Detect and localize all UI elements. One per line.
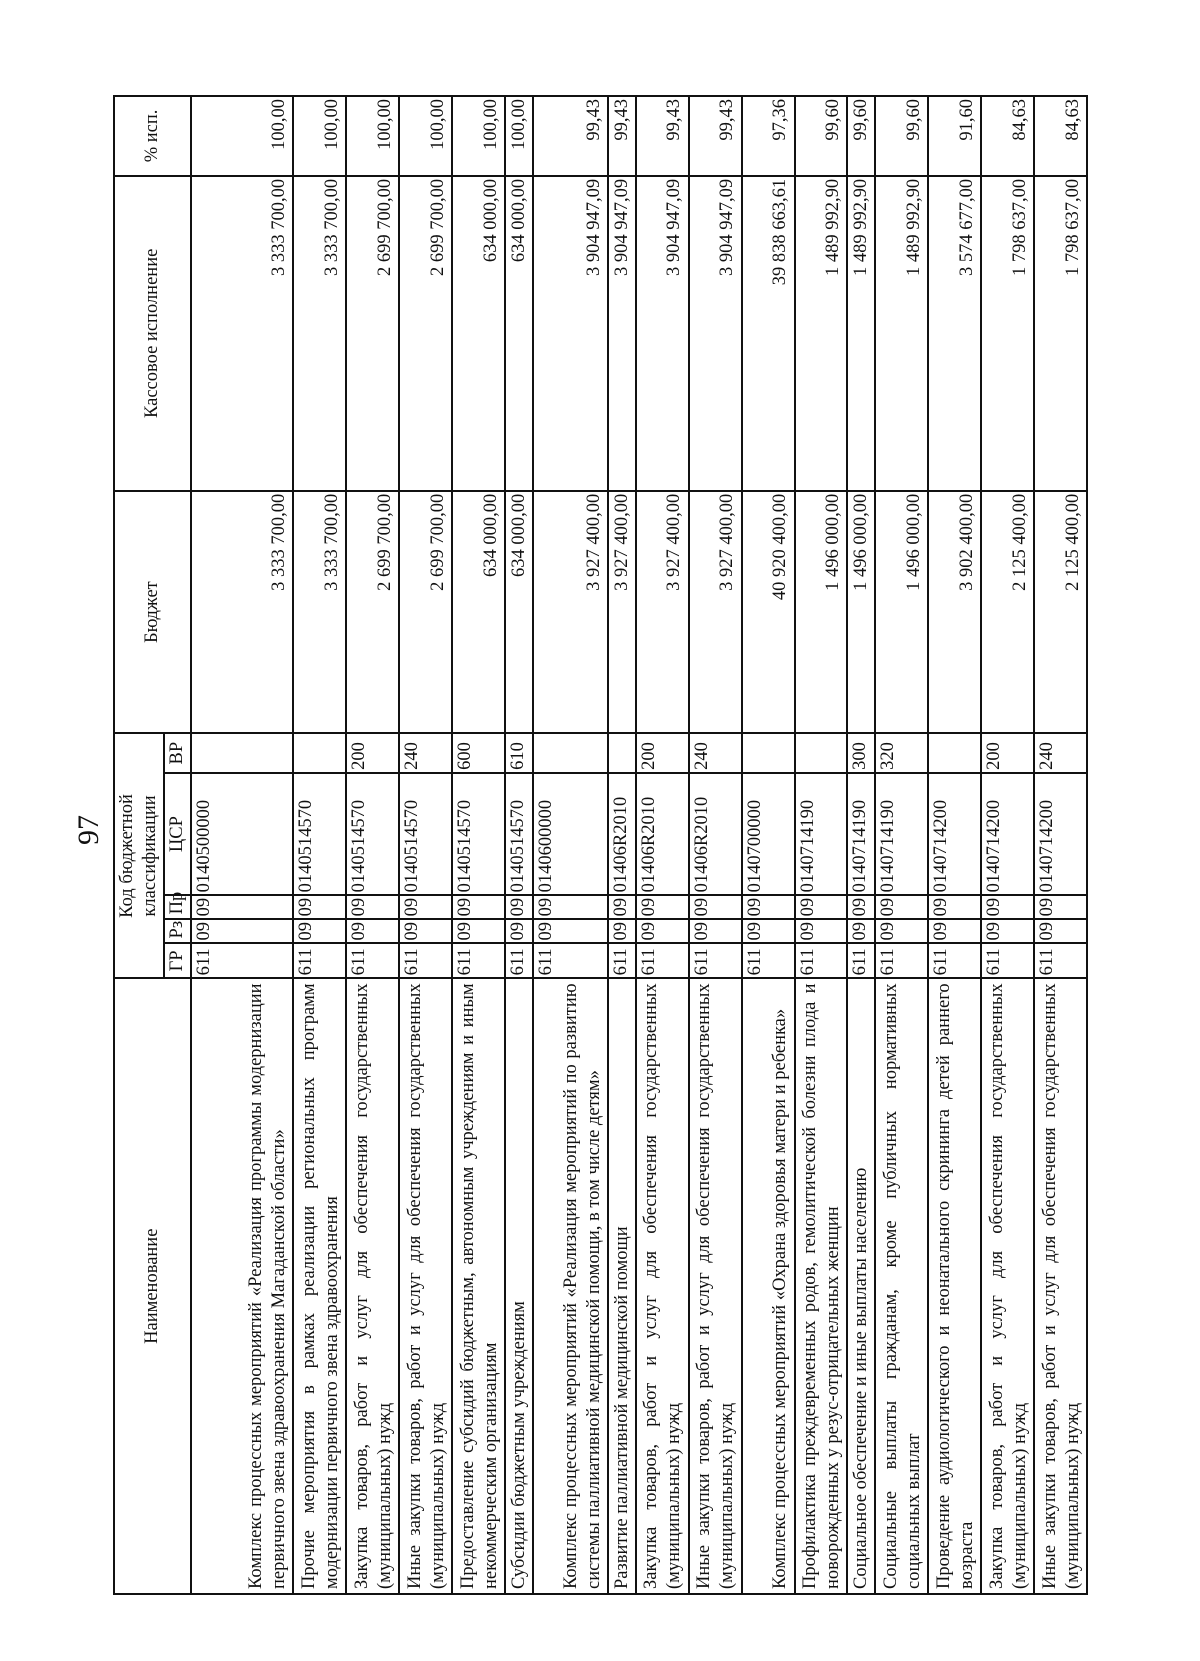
- row-pr: 09: [346, 895, 399, 919]
- row-rz: 09: [875, 919, 928, 943]
- row-rz: 09: [795, 919, 848, 943]
- row-pr: 09: [689, 895, 742, 919]
- row-pct: 97,36: [742, 96, 795, 176]
- rotated-table-container: [113, 95, 1088, 1595]
- table-row: [636, 96, 689, 1594]
- row-pr: 09: [1034, 895, 1087, 919]
- header-budget: Бюджет: [114, 491, 191, 734]
- row-name: Иные закупки товаров, работ и услуг для обеспечения государственных (муниципальных) нужд: [399, 978, 452, 1594]
- row-pct: 100,00: [452, 96, 505, 176]
- table-row: [608, 96, 636, 1594]
- row-pct: 99,43: [689, 96, 742, 176]
- table-row: [875, 96, 928, 1594]
- row-name: Предоставление субсидий бюджетным, автономным учреждениям и иным некоммерческим организациям: [452, 978, 505, 1594]
- row-csr: 0140714190: [795, 773, 848, 895]
- row-budget: 3 333 700,00: [293, 491, 346, 734]
- row-pct: 91,60: [928, 96, 981, 176]
- budget-table: [113, 95, 1088, 1595]
- row-name: Профилактика преждевременных родов, гемолитической болезни плода и новорожденных у резус-отрицательных женщин: [795, 978, 848, 1594]
- row-budget: 3 927 400,00: [636, 491, 689, 734]
- row-name: Развитие паллиативной медицинской помощи: [608, 978, 636, 1594]
- row-vr: 200: [981, 733, 1034, 772]
- row-budget: 1 496 000,00: [795, 491, 848, 734]
- row-name: Социальное обеспечение и иные выплаты населению: [847, 978, 875, 1594]
- row-pct: 84,63: [1034, 96, 1087, 176]
- row-pr: 09: [847, 895, 875, 919]
- row-cash: 3 333 700,00: [293, 176, 346, 491]
- row-csr: 0140714190: [875, 773, 928, 895]
- row-vr: 320: [875, 733, 928, 772]
- row-budget: 2 699 700,00: [399, 491, 452, 734]
- row-cash: 1 798 637,00: [981, 176, 1034, 491]
- row-csr: 01406R2010: [636, 773, 689, 895]
- row-cash: 2 699 700,00: [399, 176, 452, 491]
- row-vr: 200: [636, 733, 689, 772]
- row-rz: 09: [1034, 919, 1087, 943]
- row-vr: 240: [399, 733, 452, 772]
- row-pct: 100,00: [505, 96, 533, 176]
- row-budget: 634 000,00: [452, 491, 505, 734]
- row-name: Закупка товаров, работ и услуг для обеспечения государственных (муниципальных) нужд: [346, 978, 399, 1594]
- row-cash: 1 798 637,00: [1034, 176, 1087, 491]
- header-pr: Пр: [164, 895, 191, 919]
- row-rz: 09: [981, 919, 1034, 943]
- row-gr: 611: [875, 943, 928, 978]
- row-pr: 09: [981, 895, 1034, 919]
- row-pr: 09: [293, 895, 346, 919]
- row-cash: 3 904 947,09: [533, 176, 608, 491]
- row-pct: 99,60: [795, 96, 848, 176]
- table-row: [452, 96, 505, 1594]
- row-csr: 0140714200: [981, 773, 1034, 895]
- row-vr: 240: [689, 733, 742, 772]
- table-row: [505, 96, 533, 1594]
- row-budget: 1 496 000,00: [875, 491, 928, 734]
- row-csr: 0140600000: [533, 773, 608, 895]
- row-pct: 100,00: [346, 96, 399, 176]
- row-gr: 611: [981, 943, 1034, 978]
- table-row: [533, 96, 608, 1594]
- row-vr: [795, 733, 848, 772]
- row-vr: [293, 733, 346, 772]
- header-gr: ГР: [164, 943, 191, 978]
- row-budget: 2 699 700,00: [346, 491, 399, 734]
- row-vr: [533, 733, 608, 772]
- row-gr: 611: [346, 943, 399, 978]
- header-csr: ЦСР: [164, 773, 191, 895]
- row-vr: 300: [847, 733, 875, 772]
- row-cash: 3 904 947,09: [689, 176, 742, 491]
- row-csr: 0140714200: [1034, 773, 1087, 895]
- row-cash: 39 838 663,61: [742, 176, 795, 491]
- row-pct: 99,60: [875, 96, 928, 176]
- row-csr: 0140714190: [847, 773, 875, 895]
- row-pr: 09: [533, 895, 608, 919]
- header-code-group: Код бюджетной классификации: [114, 733, 164, 978]
- row-rz: 09: [346, 919, 399, 943]
- table-body: [191, 96, 1087, 1594]
- row-name: Закупка товаров, работ и услуг для обеспечения государственных (муниципальных) нужд: [636, 978, 689, 1594]
- row-pr: 09: [928, 895, 981, 919]
- row-cash: 1 489 992,90: [847, 176, 875, 491]
- row-rz: 09: [399, 919, 452, 943]
- row-gr: 611: [533, 943, 608, 978]
- row-pr: 09: [636, 895, 689, 919]
- row-name: Иные закупки товаров, работ и услуг для обеспечения государственных (муниципальных) нужд: [689, 978, 742, 1594]
- table-row: [981, 96, 1034, 1594]
- row-budget: 2 125 400,00: [981, 491, 1034, 734]
- row-vr: 600: [452, 733, 505, 772]
- row-cash: 1 489 992,90: [795, 176, 848, 491]
- row-gr: 611: [928, 943, 981, 978]
- table-row: [399, 96, 452, 1594]
- row-cash: 634 000,00: [505, 176, 533, 491]
- row-csr: 01406R2010: [608, 773, 636, 895]
- header-vr: ВР: [164, 733, 191, 772]
- row-gr: 611: [608, 943, 636, 978]
- row-name: Социальные выплаты гражданам, кроме публичных нормативных социальных выплат: [875, 978, 928, 1594]
- row-pr: 09: [505, 895, 533, 919]
- table-row: [742, 96, 795, 1594]
- row-rz: 09: [636, 919, 689, 943]
- row-rz: 09: [928, 919, 981, 943]
- row-budget: 3 927 400,00: [533, 491, 608, 734]
- row-rz: 09: [689, 919, 742, 943]
- row-pct: 99,60: [847, 96, 875, 176]
- row-gr: 611: [191, 943, 293, 978]
- header-pct: % исп.: [114, 96, 191, 176]
- row-cash: 3 904 947,09: [608, 176, 636, 491]
- row-gr: 611: [1034, 943, 1087, 978]
- row-csr: 0140514570: [293, 773, 346, 895]
- header-rz: Рз: [164, 919, 191, 943]
- row-rz: 09: [533, 919, 608, 943]
- row-budget: 2 125 400,00: [1034, 491, 1087, 734]
- table-row: [346, 96, 399, 1594]
- row-rz: 09: [505, 919, 533, 943]
- row-csr: 0140714200: [928, 773, 981, 895]
- row-budget: 3 333 700,00: [191, 491, 293, 734]
- row-budget: 3 927 400,00: [689, 491, 742, 734]
- row-name: Закупка товаров, работ и услуг для обеспечения государственных (муниципальных) нужд: [981, 978, 1034, 1594]
- row-pr: 09: [875, 895, 928, 919]
- row-budget: 634 000,00: [505, 491, 533, 734]
- row-csr: 01406R2010: [689, 773, 742, 895]
- row-name: Прочие мероприятия в рамках реализации региональных программ модернизации первичного звена здравоохранения: [293, 978, 346, 1594]
- row-pct: 99,43: [636, 96, 689, 176]
- row-pr: 09: [742, 895, 795, 919]
- row-rz: 09: [191, 919, 293, 943]
- row-vr: 610: [505, 733, 533, 772]
- header-name: Наименование: [114, 978, 191, 1594]
- row-gr: 611: [636, 943, 689, 978]
- row-gr: 611: [742, 943, 795, 978]
- row-gr: 611: [293, 943, 346, 978]
- table-row: [795, 96, 848, 1594]
- row-cash: 3 333 700,00: [191, 176, 293, 491]
- row-pct: 100,00: [191, 96, 293, 176]
- row-pr: 09: [399, 895, 452, 919]
- row-vr: 240: [1034, 733, 1087, 772]
- row-rz: 09: [452, 919, 505, 943]
- row-pr: 09: [191, 895, 293, 919]
- row-rz: 09: [608, 919, 636, 943]
- row-budget: 3 902 400,00: [928, 491, 981, 734]
- row-pct: 99,43: [533, 96, 608, 176]
- row-gr: 611: [452, 943, 505, 978]
- row-csr: 0140514570: [346, 773, 399, 895]
- row-pct: 84,63: [981, 96, 1034, 176]
- row-pr: 09: [795, 895, 848, 919]
- row-csr: 0140514570: [399, 773, 452, 895]
- page-number: 97: [72, 815, 105, 845]
- row-name: Комплекс процессных мероприятий «Охрана здоровья матери и ребенка»: [742, 978, 795, 1594]
- row-cash: 1 489 992,90: [875, 176, 928, 491]
- row-budget: 1 496 000,00: [847, 491, 875, 734]
- row-name: Комплекс процессных мероприятий «Реализация программы модернизации первичного звена здравоохранения Магаданской области»: [191, 978, 293, 1594]
- header-cash: Кассовое исполнение: [114, 176, 191, 491]
- table-row: [191, 96, 293, 1594]
- row-rz: 09: [742, 919, 795, 943]
- table-row: [689, 96, 742, 1594]
- row-cash: 2 699 700,00: [346, 176, 399, 491]
- row-pct: 100,00: [293, 96, 346, 176]
- row-name: Субсидии бюджетным учреждениям: [505, 978, 533, 1594]
- row-pr: 09: [452, 895, 505, 919]
- row-gr: 611: [399, 943, 452, 978]
- row-csr: 0140514570: [452, 773, 505, 895]
- row-name: Иные закупки товаров, работ и услуг для обеспечения государственных (муниципальных) нужд: [1034, 978, 1087, 1594]
- row-gr: 611: [689, 943, 742, 978]
- row-pct: 99,43: [608, 96, 636, 176]
- row-vr: 200: [346, 733, 399, 772]
- row-csr: 0140514570: [505, 773, 533, 895]
- row-name: Комплекс процессных мероприятий «Реализация мероприятий по развитию системы паллиативной медицинской помощи, в том числе детям»: [533, 978, 608, 1594]
- row-budget: 40 920 400,00: [742, 491, 795, 734]
- table-row: [1034, 96, 1087, 1594]
- row-gr: 611: [505, 943, 533, 978]
- table-row: [847, 96, 875, 1594]
- row-cash: 3 904 947,09: [636, 176, 689, 491]
- row-cash: 634 000,00: [452, 176, 505, 491]
- row-gr: 611: [795, 943, 848, 978]
- row-name: Проведение аудиологического и неонатального скрининга детей раннего возраста: [928, 978, 981, 1594]
- row-pct: 100,00: [399, 96, 452, 176]
- row-vr: [928, 733, 981, 772]
- row-gr: 611: [847, 943, 875, 978]
- table-row: [293, 96, 346, 1594]
- row-csr: 0140700000: [742, 773, 795, 895]
- row-budget: 3 927 400,00: [608, 491, 636, 734]
- row-vr: [742, 733, 795, 772]
- row-vr: [191, 733, 293, 772]
- table-row: [928, 96, 981, 1594]
- row-vr: [608, 733, 636, 772]
- row-rz: 09: [293, 919, 346, 943]
- row-cash: 3 574 677,00: [928, 176, 981, 491]
- row-pr: 09: [608, 895, 636, 919]
- row-rz: 09: [847, 919, 875, 943]
- row-csr: 0140500000: [191, 773, 293, 895]
